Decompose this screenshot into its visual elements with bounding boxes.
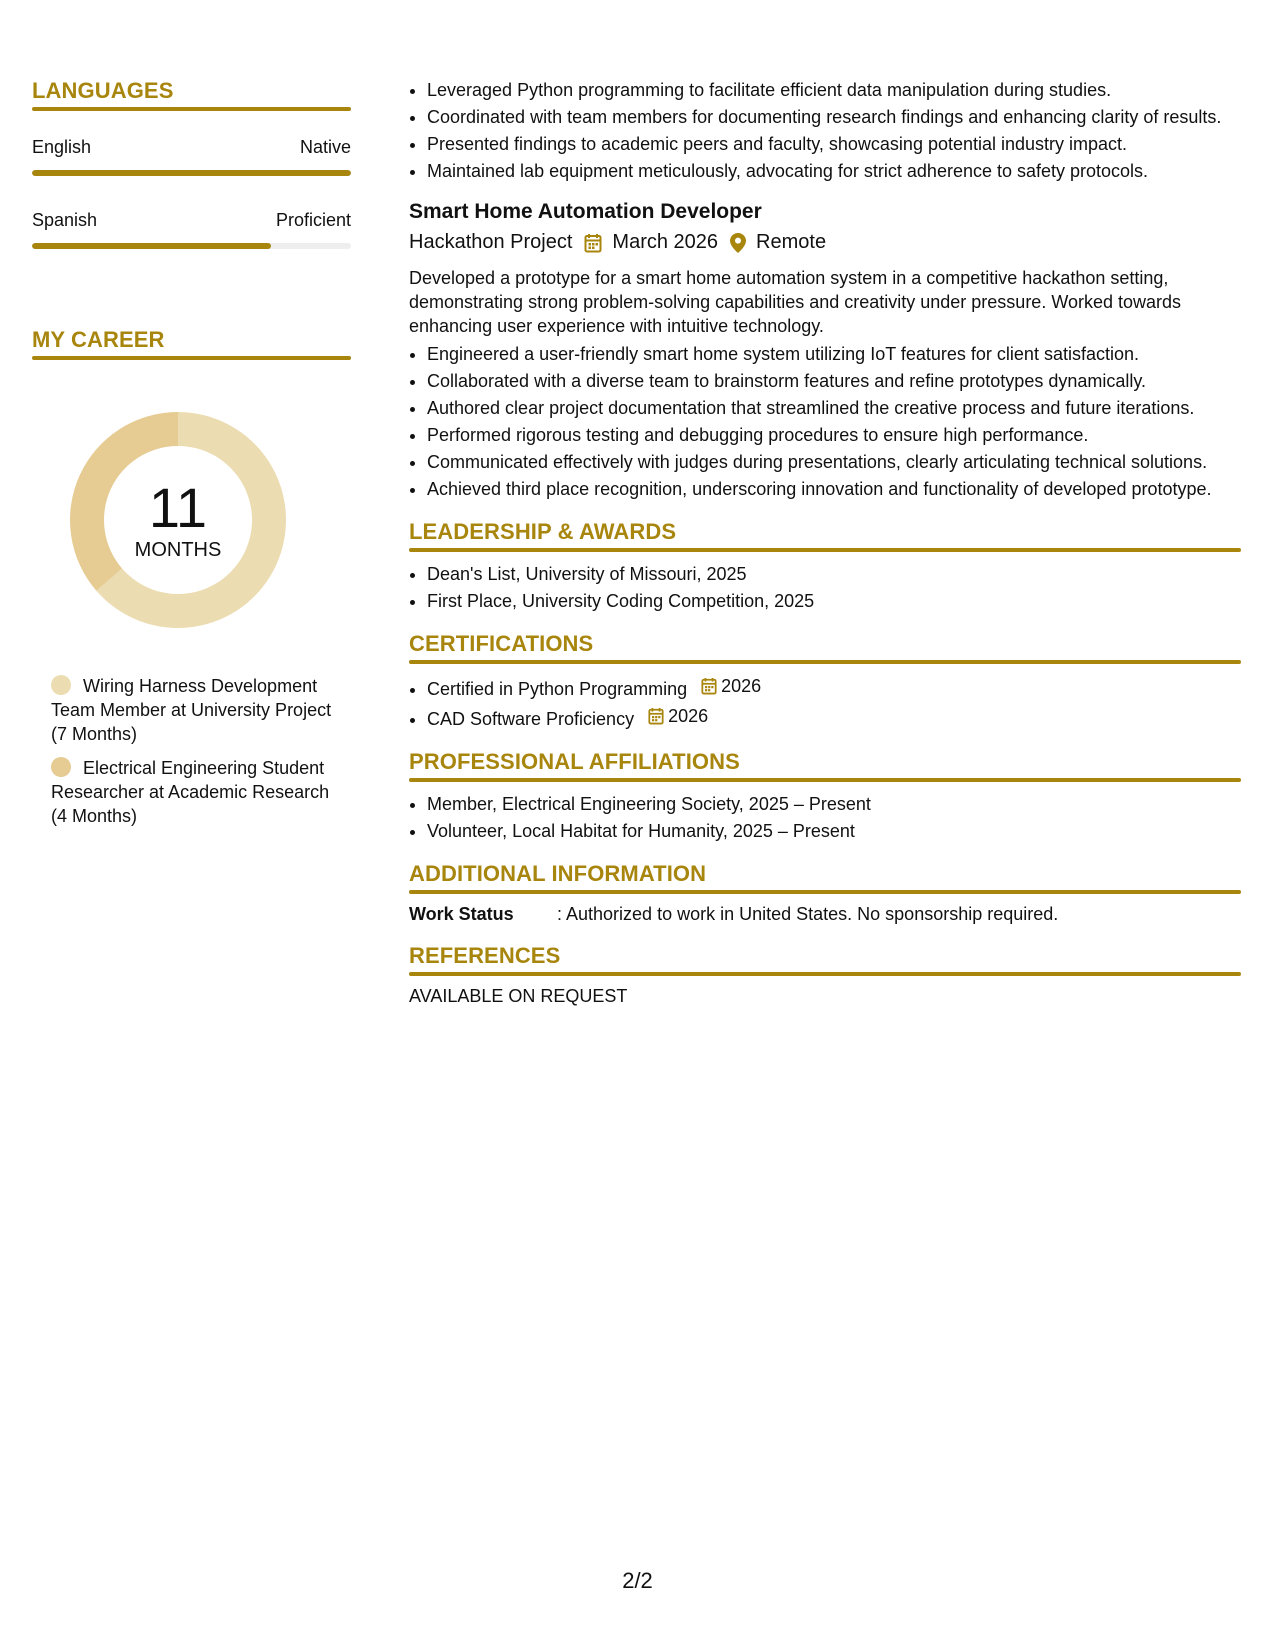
language-level-fill	[32, 243, 271, 249]
references-section	[409, 943, 1241, 1007]
bullet-item: • Member, Electrical Engineering Society, 2025 – Present	[427, 792, 1241, 816]
career-legend-item	[51, 756, 341, 828]
legend-dot	[51, 675, 71, 695]
bullet-item: • First Place, University Coding Competition, 2025	[427, 589, 1241, 613]
languages-section	[32, 78, 351, 249]
bullet-item: • Performed rigorous testing and debugging procedures to ensure high performance.	[427, 423, 1241, 447]
leadership-list	[409, 562, 1241, 613]
right-column	[409, 78, 1241, 1007]
career-total-number: 11	[148, 475, 208, 539]
section-divider	[409, 778, 1241, 782]
section-divider	[409, 890, 1241, 894]
certifications-list	[409, 674, 1241, 731]
page-number: 2/2	[622, 1568, 653, 1593]
language-level: Native	[299, 137, 351, 157]
certification-name: CAD Software Proficiency	[427, 709, 635, 729]
leadership-section	[409, 519, 1241, 613]
info-value: : Authorized to work in United States. No sponsorship required.	[557, 904, 1059, 924]
section-divider	[409, 660, 1241, 664]
location-pin-icon	[730, 233, 746, 253]
bullet-item: • Leveraged Python programming to facilitate efficient data manipulation during studies.	[427, 78, 1241, 102]
bullet-item: • Engineered a user-friendly smart home system utilizing IoT features for client satisfaction.	[427, 342, 1241, 366]
donut-center	[62, 404, 294, 636]
certification-year: 2026	[721, 676, 762, 696]
language-name: English	[32, 137, 92, 157]
job-date: March 2026	[612, 231, 719, 253]
bullet-item: • Communicated effectively with judges during presentations, clearly articulating technical solutions.	[427, 450, 1241, 474]
left-column	[32, 78, 351, 838]
leadership-title: LEADERSHIP & AWARDS	[409, 519, 677, 544]
bullet-item: • Maintained lab equipment meticulously, advocating for strict adherence to safety protocols.	[427, 159, 1241, 183]
language-level-bar	[32, 243, 351, 249]
certification-item	[427, 674, 1241, 701]
section-divider	[409, 548, 1241, 552]
certifications-title: CERTIFICATIONS	[409, 631, 594, 656]
info-row	[409, 904, 1241, 925]
bullet-item: • Achieved third place recognition, underscoring innovation and functionality of developed prototype.	[427, 477, 1241, 501]
career-legend-label: Electrical Engineering Student Researcher at Academic Research (4 Months)	[51, 758, 330, 826]
language-item	[32, 137, 351, 176]
bullet-item: • Collaborated with a diverse team to brainstorm features and refine prototypes dynamically.	[427, 369, 1241, 393]
career-legend-item	[51, 674, 341, 746]
job-title: Smart Home Automation Developer	[409, 200, 762, 223]
career-legend-label: Wiring Harness Development Team Member at University Project (7 Months)	[51, 676, 332, 744]
career-section	[32, 327, 351, 828]
experience-bullets	[409, 78, 1241, 183]
references-title: REFERENCES	[409, 943, 561, 968]
career-title: MY CAREER	[32, 327, 165, 352]
job-bullets	[409, 342, 1241, 501]
certification-item	[427, 704, 1241, 731]
affiliations-list	[409, 792, 1241, 843]
language-level: Proficient	[275, 210, 351, 230]
calendar-icon	[584, 233, 602, 253]
job-meta	[409, 231, 1241, 254]
certification-name: Certified in Python Programming	[427, 679, 688, 699]
language-level-fill	[32, 170, 351, 176]
bullet-item: • Dean's List, University of Missouri, 2025	[427, 562, 1241, 586]
language-level-bar	[32, 170, 351, 176]
career-donut-chart	[62, 404, 294, 636]
section-divider	[32, 107, 351, 111]
bullet-item: • Coordinated with team members for documenting research findings and enhancing clarity of results.	[427, 105, 1241, 129]
bullet-item: • Volunteer, Local Habitat for Humanity, 2025 – Present	[427, 819, 1241, 843]
certification-year: 2026	[668, 706, 709, 726]
certifications-section	[409, 631, 1241, 731]
language-item	[32, 210, 351, 249]
language-name: Spanish	[32, 210, 98, 230]
job-description: Developed a prototype for a smart home automation system in a competitive hackathon setting, demonstrating strong problem-solving capabilities and creativity under pressure. Worked towards enhancing user experience with intuitive technology.	[409, 268, 1182, 336]
additional-info-section	[409, 861, 1241, 925]
section-divider	[32, 356, 351, 360]
affiliations-section	[409, 749, 1241, 843]
calendar-icon	[648, 707, 664, 725]
job-entry	[409, 200, 1241, 501]
legend-dot	[51, 757, 71, 777]
languages-title: LANGUAGES	[32, 78, 174, 103]
job-org: Hackathon Project	[409, 231, 573, 253]
calendar-icon	[701, 677, 717, 695]
affiliations-title: PROFESSIONAL AFFILIATIONS	[409, 749, 740, 774]
career-legend	[51, 674, 341, 828]
references-text: AVAILABLE ON REQUEST	[409, 986, 628, 1006]
additional-info-title: ADDITIONAL INFORMATION	[409, 861, 707, 886]
bullet-item: • Authored clear project documentation that streamlined the creative process and future iterations.	[427, 396, 1241, 420]
job-location: Remote	[756, 231, 827, 253]
career-total-unit: MONTHS	[134, 538, 222, 561]
bullet-item: • Presented findings to academic peers and faculty, showcasing potential industry impact.	[427, 132, 1241, 156]
section-divider	[409, 972, 1241, 976]
info-label: Work Status	[409, 904, 514, 924]
